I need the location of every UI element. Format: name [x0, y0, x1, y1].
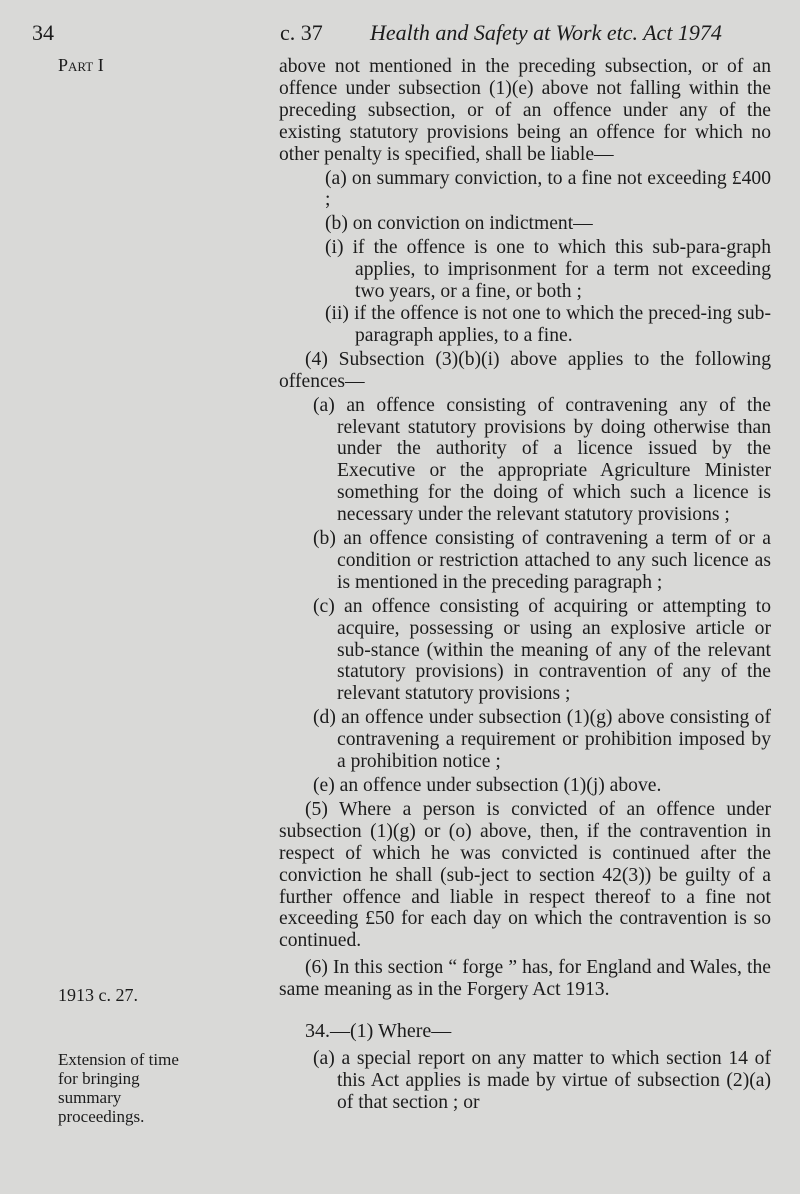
chapter-number: c. 37	[280, 20, 323, 45]
act-title: Health and Safety at Work etc. Act 1974	[370, 20, 722, 45]
margin-extension-note: Extension of time for bringing summary proceedings.	[58, 1050, 179, 1126]
subsection-4: (4) Subsection (3)(b)(i) above applies to the following offences—	[279, 348, 771, 392]
subsection-4-c: (c) an offence consisting of acquiring or attempting to acquire, possessing or using an explosive article or sub-stance (within the meaning of any of the relevant statutory provisions) in contravention of any of the relevant statutory provisions ;	[313, 595, 771, 705]
subsection-4-d: (d) an offence under subsection (1)(g) above consisting of contravening a requirement or prohibition imposed by a prohibition notice ;	[313, 707, 771, 773]
subsection-4-a: (a) an offence consisting of contravening any of the relevant statutory provisions by doing otherwise than under the authority of a licence issued by the Executive or the appropriate Agriculture Minister something for the doing of which such a licence is necessary under the relevant statutory provisions ;	[313, 394, 771, 526]
page-number: 34	[32, 20, 54, 45]
body-text	[279, 56, 771, 1114]
para-b: (b) on conviction on indictment—	[325, 213, 593, 235]
section-34-a: (a) a special report on any matter to which section 14 of this Act applies is made by virtue of subsection (2)(a) of that section ; or	[313, 1047, 771, 1113]
para-intro: above not mentioned in the preceding subsection, or of an offence under subsection (1)(e) above not falling within the preceding subsection, or of an offence under any of the existing statutory provisions being an offence for which no other penalty is specified, shall be liable—	[279, 56, 771, 165]
para-a: (a) on summary conviction, to a fine not exceeding £400 ;	[325, 167, 771, 211]
para-b-i: (i) if the offence is one to which this sub-para-graph applies, to imprisonment for a term not exceeding two years, or a fine, or both ;	[325, 237, 771, 303]
subsection-6: (6) In this section “ forge ” has, for England and Wales, the same meaning as in the Forgery Act 1913.	[279, 957, 771, 1001]
margin-citation: 1913 c. 27.	[58, 985, 138, 1005]
margin-part: Part I	[58, 55, 104, 75]
subsection-4-b: (b) an offence consisting of contravening a term of or a condition or restriction attached to any such licence as is mentioned in the preceding paragraph ;	[313, 528, 771, 593]
subsection-5: (5) Where a person is convicted of an offence under subsection (1)(g) or (o) above, then, if the contravention in respect of which he was convicted is continued after the conviction he shall (sub-ject to section 42(3)) be guilty of a further offence and liable in respect thereof to a fine not exceeding £50 for each day on which the contravention is so continued.	[279, 798, 771, 952]
subsection-4-e: (e) an offence under subsection (1)(j) above.	[313, 775, 662, 796]
section-34-heading: 34.—(1) Where—	[305, 1020, 452, 1043]
para-b-ii: (ii) if the offence is not one to which the preced-ing sub-paragraph applies, to a fine.	[325, 302, 771, 346]
